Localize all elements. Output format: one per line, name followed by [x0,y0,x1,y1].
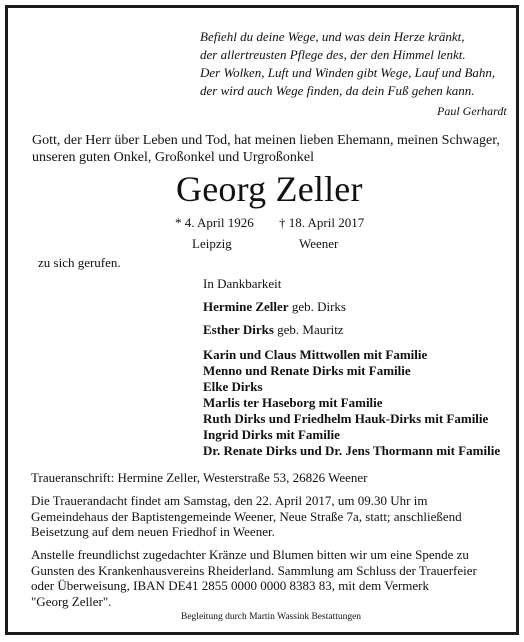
mourner-note: geb. Dirks [288,299,346,314]
gratitude-label: In Dankbarkeit [203,276,282,291]
service-line: Beisetzung auf dem neuen Friedhof in Weener. [31,524,275,539]
birth-place: Leipzig [192,236,232,251]
donation-line: oder Überweisung, IBAN DE41 2855 0000 0000 8383 83, mit dem Vermerk [31,578,430,593]
family-list [203,347,500,459]
poem-author: Paul Gerhardt [437,104,507,118]
poem-line: Befiehl du deine Wege, und was dein Herze kränkt, [200,29,465,44]
family-member: Menno und Renate Dirks mit Familie [203,363,411,378]
death-date: † 18. April 2017 [279,215,365,230]
service-info [31,493,462,540]
birth-date: * 4. April 1926 [175,215,254,230]
intro-line: Gott, der Herr über Leben und Tod, hat meinen lieben Ehemann, meinen Schwager, [32,133,500,148]
family-member: Elke Dirks [203,379,263,394]
intro-line: unseren guten Onkel, Großonkel und Urgroßonkel [32,150,315,165]
mourner-primary [203,299,346,315]
family-member: Karin und Claus Mittwollen mit Familie [203,347,428,362]
family-member: Marlis ter Haseborg mit Familie [203,395,383,410]
service-line: Die Trauerandacht findet am Samstag, den 22. April 2017, um 09.30 Uhr im [31,493,428,508]
family-member: Dr. Renate Dirks und Dr. Jens Thormann mit Familie [203,443,501,458]
mourner-name: Esther Dirks [203,322,274,337]
family-member: Ingrid Dirks mit Familie [203,427,340,442]
service-line: Gemeindehaus der Baptistengemeinde Weener, Neue Straße 7a, statt; anschließend [31,508,462,524]
poem [200,28,495,100]
mourning-address: Traueranschrift: Hermine Zeller, Westerstraße 53, 26826 Weener [31,470,368,485]
mourner-note: geb. Mauritz [273,322,344,337]
death-place: Weener [299,236,339,251]
poem-line: der allertreusten Pflege des, der den Himmel lenkt. [200,47,466,62]
poem-line: Der Wolken, Luft und Winden gibt Wege, Lauf und Bahn, [200,65,496,80]
funeral-home-credit: Begleitung durch Martin Wassink Bestattungen [181,612,362,622]
obituary-notice [5,5,519,635]
donation-info [31,547,477,609]
mourner-secondary [203,322,344,338]
donation-line: "Georg Zeller". [31,593,112,609]
mourner-name: Hermine Zeller [203,299,289,314]
deceased-name: Georg Zeller [176,169,363,209]
family-member: Ruth Dirks und Friedhelm Hauk-Dirks mit Familie [203,411,489,426]
poem-line: der wird auch Wege finden, da dein Fuß gehen kann. [200,83,475,98]
donation-line: Gunsten des Krankenhausvereins Rheiderland. Sammlung am Schluss der Trauerfeier [31,562,477,578]
intro-text [32,132,500,166]
donation-line: Anstelle freundlichst zugedachter Kränze und Blumen bitten wir um eine Spende zu [31,547,469,562]
called-home-text: zu sich gerufen. [38,255,121,270]
